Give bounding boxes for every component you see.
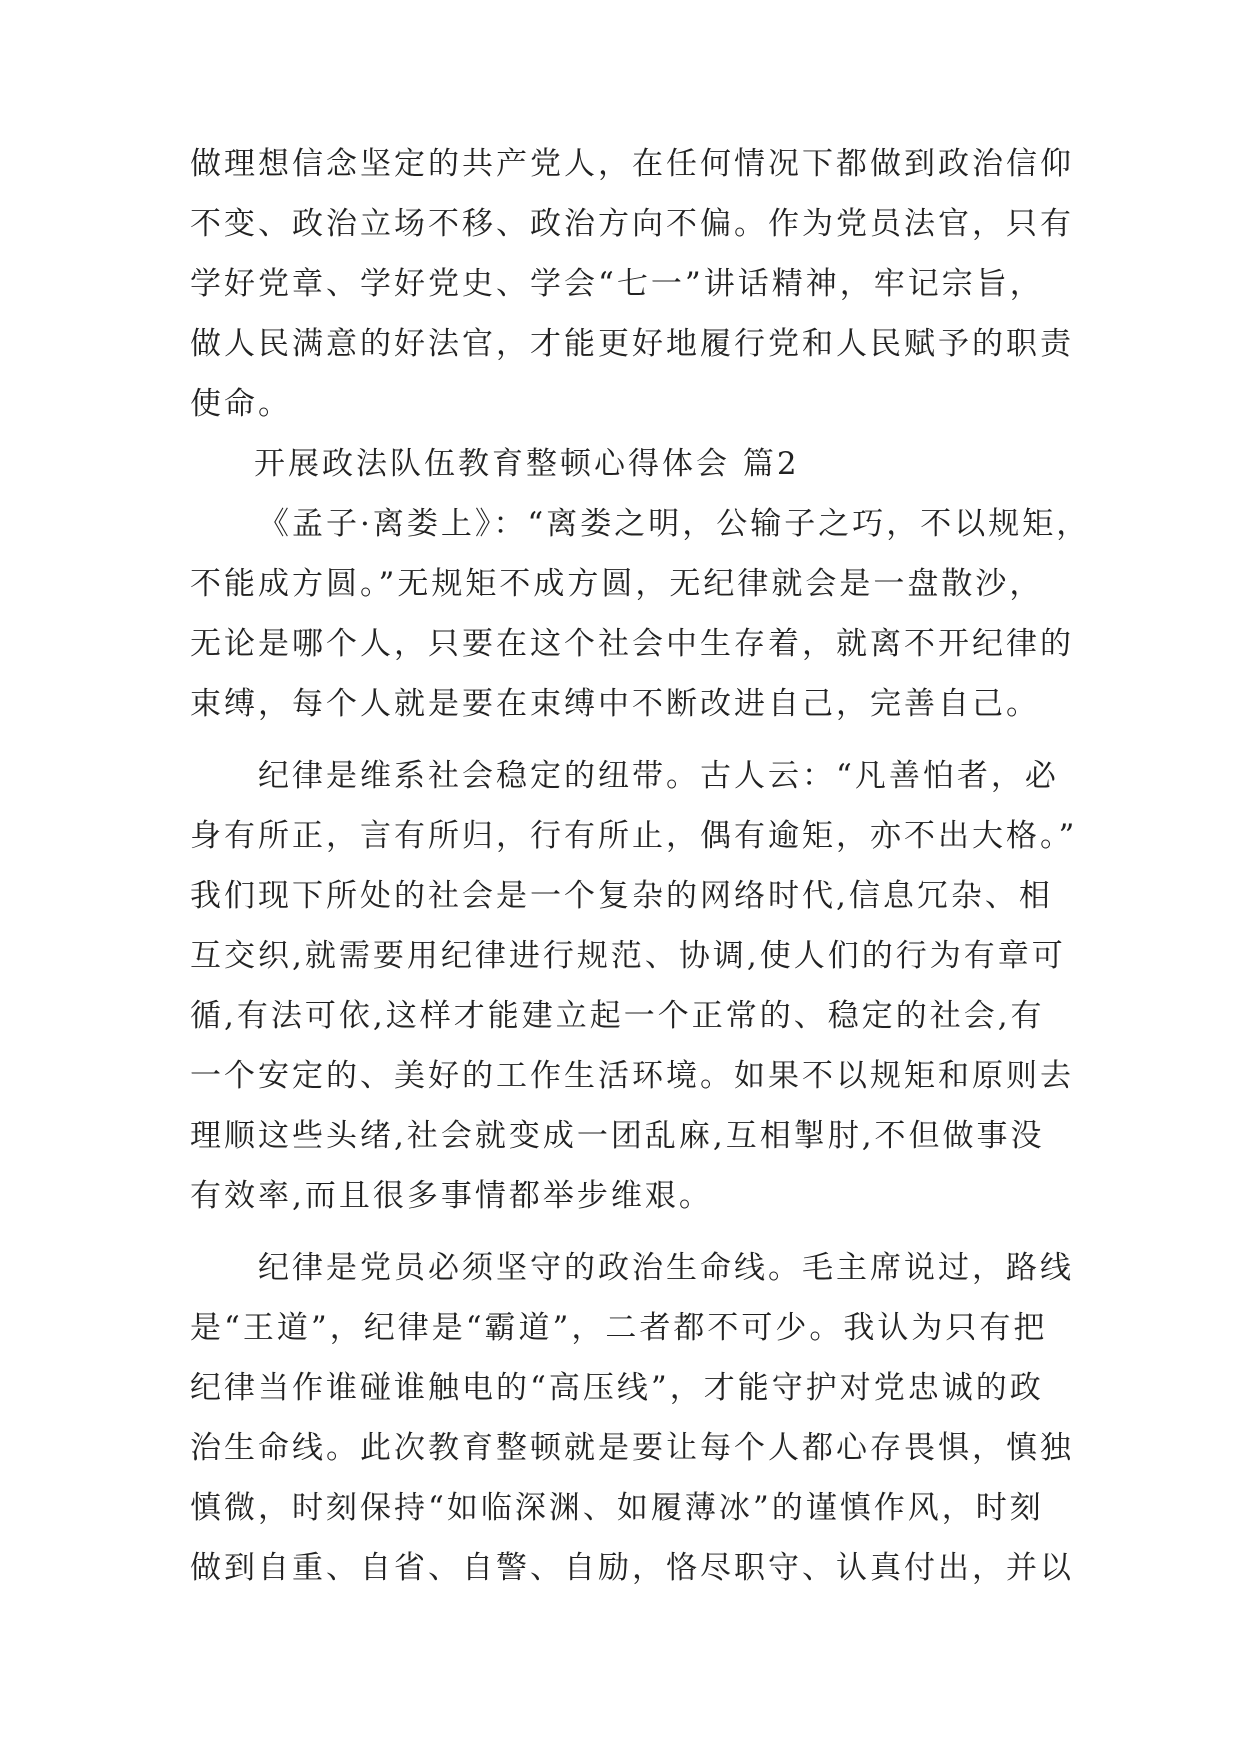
text-line: 做理想信念坚定的共产党人，在任何情况下都做到政治信仰 xyxy=(190,146,1074,182)
text-line: 不变、政治立场不移、政治方向不偏。作为党员法官，只有 xyxy=(190,206,1074,242)
paragraph-continuation xyxy=(190,134,1074,434)
text-line: 纪律当作谁碰谁触电的“高压线”，才能守护对党忠诚的政 xyxy=(190,1370,1044,1406)
text-line: 一个安定的、美好的工作生活环境。如果不以规矩和原则去 xyxy=(190,1058,1074,1094)
text-line: 做人民满意的好法官，才能更好地履行党和人民赋予的职责 xyxy=(190,326,1074,362)
text-line: 束缚，每个人就是要在束缚中不断改进自己，完善自己。 xyxy=(190,686,1040,722)
text-line: 做到自重、自省、自警、自励，恪尽职守、认真付出，并以 xyxy=(190,1550,1074,1586)
text-line: 纪律是党员必须坚守的政治生命线。毛主席说过，路线 xyxy=(258,1250,1074,1286)
section-heading xyxy=(190,434,1060,494)
paragraph xyxy=(190,746,1078,1226)
document-body xyxy=(190,134,1091,1598)
paragraph xyxy=(190,494,1091,734)
text-line: 治生命线。此次教育整顿就是要让每个人都心存畏惧，慎独 xyxy=(190,1430,1074,1466)
text-line: 有效率,而且很多事情都举步维艰。 xyxy=(190,1178,713,1214)
text-line: 理顺这些头绪,社会就变成一团乱麻,互相掣肘,不但做事没 xyxy=(190,1118,1045,1154)
text-line: 无论是哪个人，只要在这个社会中生存着，就离不开纪律的 xyxy=(190,626,1074,662)
text-line: 不能成方圆。”无规矩不成方圆，无纪律就会是一盘散沙， xyxy=(190,566,1044,602)
text-line: 慎微，时刻保持“如临深渊、如履薄冰”的谨慎作风，时刻 xyxy=(190,1490,1044,1526)
text-line: 互交织,就需要用纪律进行规范、协调,使人们的行为有章可 xyxy=(190,938,1066,974)
paragraph xyxy=(190,1238,1074,1598)
text-line: 纪律是维系社会稳定的纽带。古人云：“凡善怕者，必 xyxy=(258,758,1059,794)
text-line: 是“王道”，纪律是“霸道”，二者都不可少。我认为只有把 xyxy=(190,1310,1048,1346)
text-line: 《孟子·离娄上》：“离娄之明，公输子之巧，不以规矩， xyxy=(258,506,1091,542)
text-line: 我们现下所处的社会是一个复杂的网络时代,信息冗杂、相 xyxy=(190,878,1053,914)
text-line: 循,有法可依,这样才能建立起一个正常的、稳定的社会,有 xyxy=(190,998,1045,1034)
text-line: 使命。 xyxy=(190,386,292,422)
heading-text: 开展政法队伍教育整顿心得体会 篇2 xyxy=(254,446,800,482)
text-line: 身有所正，言有所归，行有所止，偶有逾矩，亦不出大格。” xyxy=(190,818,1078,854)
text-line: 学好党章、学好党史、学会“七一”讲话精神，牢记宗旨， xyxy=(190,266,1044,302)
